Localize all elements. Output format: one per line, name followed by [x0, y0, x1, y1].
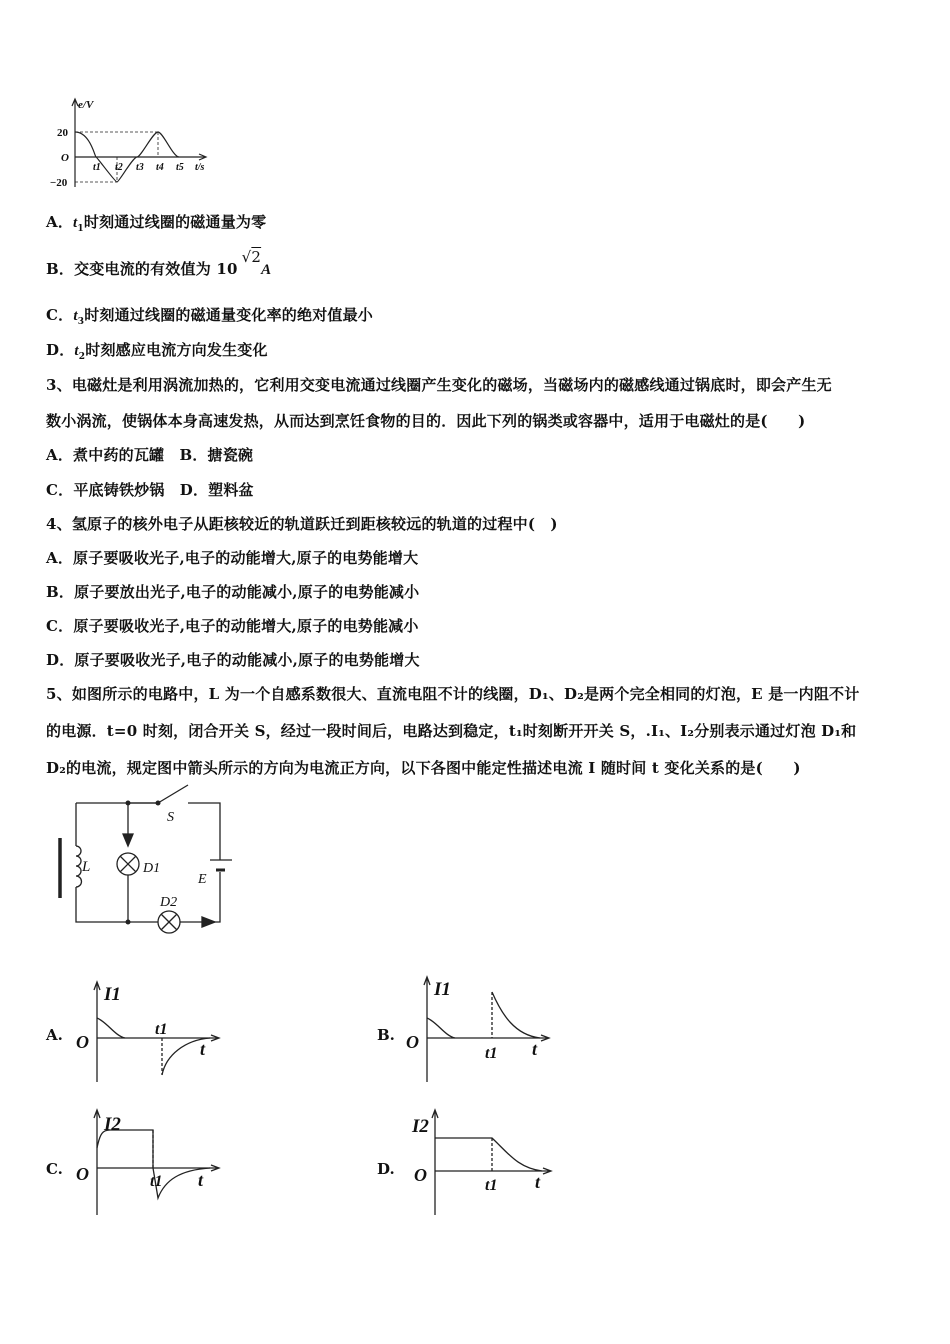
choice-b-label: B.: [377, 1026, 395, 1044]
switch-label: S: [167, 810, 174, 825]
t1-label: t1: [150, 1173, 163, 1190]
graph-xlabel: t/s: [195, 162, 205, 173]
origin: O: [76, 1032, 89, 1052]
q3-options-1: A．煮中药的瓦罐 B．搪瓷碗: [46, 446, 254, 464]
ylabel: I2: [412, 1116, 429, 1137]
choice-c-graph: [70, 1108, 230, 1218]
t-label: t: [200, 1039, 206, 1059]
q5-circuit-diagram: [40, 790, 260, 940]
q2-option-a: A．$t_1$时刻通过线圈的磁通量为零: [46, 213, 267, 234]
origin: O: [406, 1032, 419, 1052]
q5-stem-1: 5、如图所示的电路中，L 为一个自感系数很大、直流电阻不计的线圈，D₁、D₂是两个完全相同的灯泡，E 是一内阻不计: [46, 685, 860, 703]
tick-t4: t4: [156, 162, 164, 173]
q2-emf-graph: [45, 95, 225, 195]
q3-stem-1: 3、电磁灶是利用涡流加热的，它利用交变电流通过线圈产生变化的磁场，当磁场内的磁感线通过锅底时，即会产生无: [46, 376, 832, 394]
ylabel: I2: [104, 1114, 121, 1135]
choice-c-label: C.: [46, 1160, 63, 1178]
origin-label: O: [61, 152, 69, 164]
choice-d-graph: [400, 1108, 560, 1218]
tick-t2: t2: [115, 162, 123, 173]
tick-t3: t3: [136, 162, 144, 173]
t-label: t: [535, 1172, 541, 1192]
q5-stem-2: 的电源．t=0 时刻，闭合开关 S，经过一段时间后，电路达到稳定，t₁时刻断开开关 S，.I₁、I₂分别表示通过灯泡 D₁和: [46, 722, 857, 740]
q4-stem: 4、氢原子的核外电子从距核较近的轨道跃迁到距核较远的轨道的过程中( ): [46, 515, 558, 533]
lamp2-label: D2: [160, 895, 178, 910]
t-label: t: [198, 1170, 204, 1190]
source-label: E: [198, 872, 207, 887]
lamp1-label: D1: [143, 861, 161, 876]
q2-option-c: C．$t_3$时刻通过线圈的磁通量变化率的绝对值最小: [46, 306, 373, 327]
y-min-label: −20: [50, 177, 68, 189]
t1-label: t1: [155, 1021, 168, 1038]
q4-option-a: A．原子要吸收光子,电子的动能增大,原子的电势能增大: [46, 549, 419, 567]
choice-b-graph: [400, 975, 560, 1085]
origin: O: [76, 1164, 89, 1184]
t1-label: t1: [485, 1045, 498, 1062]
ylabel: I1: [434, 979, 451, 1000]
q4-option-b: B．原子要放出光子,电子的动能减小,原子的电势能减小: [46, 583, 420, 601]
q4-option-c: C．原子要吸收光子,电子的动能增大,原子的电势能减小: [46, 617, 419, 635]
q2-option-d: D．$t_2$时刻感应电流方向发生变化: [46, 341, 268, 362]
q5-stem-3: D₂的电流，规定图中箭头所示的方向为电流正方向，以下各图中能定性描述电流 I 随时间 t 变化关系的是( ): [46, 759, 801, 777]
q4-option-d: D．原子要吸收光子,电子的动能减小,原子的电势能增大: [46, 651, 420, 669]
choice-a-label: A.: [46, 1026, 63, 1044]
tick-t5: t5: [176, 162, 184, 173]
ylabel: I1: [104, 984, 121, 1005]
q2-option-b: B．交变电流的有效值为 10√2A: [46, 248, 272, 278]
choice-d-label: D.: [377, 1160, 395, 1178]
inductor-label: L: [82, 859, 91, 875]
choice-a-graph: [70, 980, 230, 1090]
t1-label: t1: [485, 1177, 498, 1194]
t-label: t: [532, 1039, 538, 1059]
tick-t1: t1: [93, 162, 101, 173]
y-max-label: 20: [57, 127, 68, 139]
q3-options-2: C．平底铸铁炒锅 D．塑料盆: [46, 481, 254, 499]
q3-stem-2: 数小涡流，使锅体本身高速发热，从而达到烹饪食物的目的．因此下列的锅类或容器中，适用于电磁灶的是( ): [46, 412, 806, 430]
graph-ylabel: e/V: [78, 99, 94, 111]
origin: O: [414, 1165, 427, 1185]
